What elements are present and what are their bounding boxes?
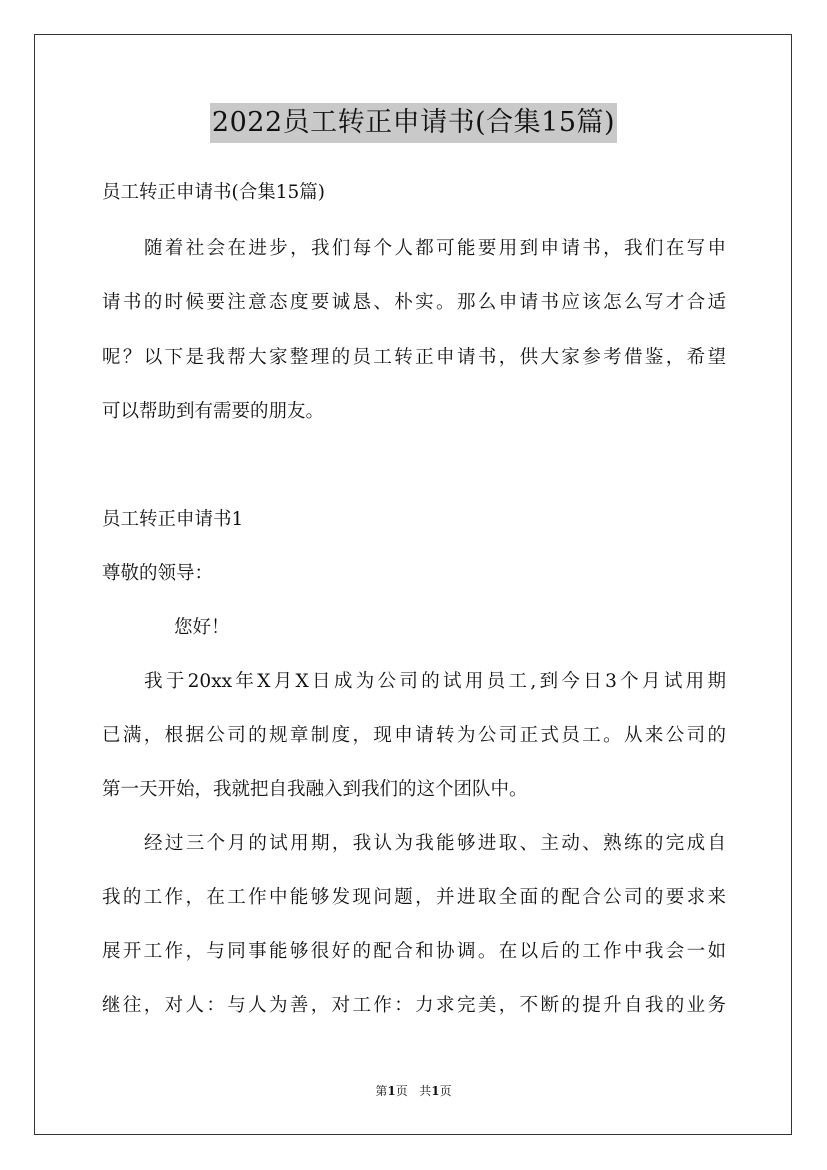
footer-total-prefix: 共 [419, 1084, 432, 1098]
footer-page-number: 1 [387, 1084, 396, 1098]
para2-line-1: 经过三个月的试用期，我认为我能够进取、主动、熟练的完成自 [144, 833, 726, 854]
para1-line-1: 我于20xx年X月X日成为公司的试用员工,到今日3个月试用期 [144, 671, 726, 692]
footer-page-prefix: 第 [375, 1084, 388, 1098]
page-footer [0, 1083, 827, 1099]
intro-line-4: 可以帮助到有需要的朋友。 [102, 401, 325, 422]
footer-total-number: 1 [431, 1084, 440, 1098]
salutation: 尊敬的领导： [102, 563, 214, 584]
para1-line-2: 已满，根据公司的规章制度，现申请转为公司正式员工。从来公司的 [102, 725, 726, 746]
section-heading: 员工转正申请书1 [102, 509, 244, 530]
document-title: 2022员工转正申请书(合集15篇) [210, 103, 617, 143]
title-container [0, 103, 827, 143]
para1-line-3: 第一天开始，我就把自我融入到我们的这个团队中。 [102, 779, 528, 800]
para2-line-3: 展开工作，与同事能够很好的配合和协调。在以后的工作中我会一如 [102, 941, 726, 962]
footer-page-label: 页 [395, 1084, 408, 1098]
footer-total-label: 页 [439, 1084, 452, 1098]
greeting: 您好！ [174, 617, 230, 638]
para2-line-4: 继往，对人：与人为善，对工作：力求完美，不断的提升自我的业务 [102, 995, 726, 1016]
document-subtitle: 员工转正申请书(合集15篇) [102, 182, 325, 203]
para2-line-2: 我的工作，在工作中能够发现问题，并进取全面的配合公司的要求来 [102, 887, 726, 908]
intro-line-2: 请书的时候要注意态度要诚恳、朴实。那么申请书应该怎么写才合适 [102, 292, 726, 313]
intro-line-1: 随着社会在进步，我们每个人都可能要用到申请书，我们在写申 [144, 238, 726, 259]
intro-line-3: 呢？以下是我帮大家整理的员工转正申请书，供大家参考借鉴，希望 [102, 347, 726, 368]
